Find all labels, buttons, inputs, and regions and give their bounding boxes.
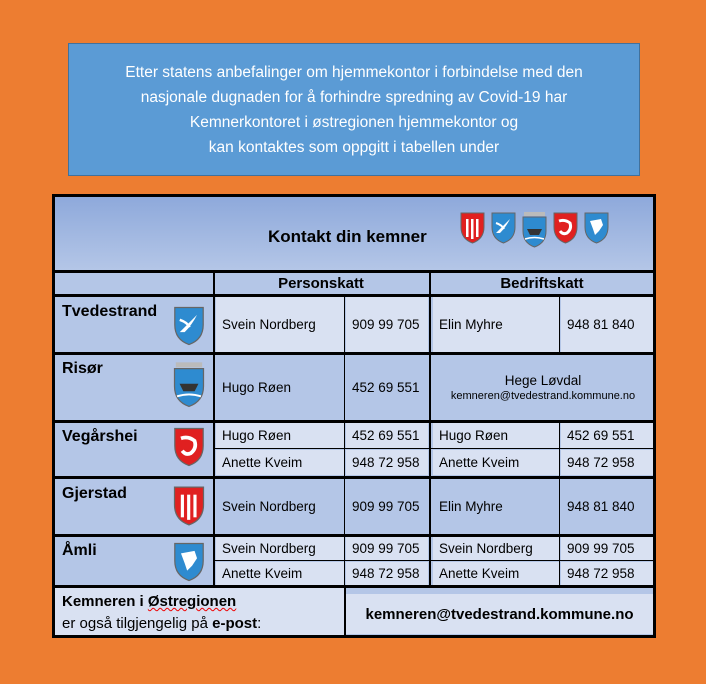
contact-name: Elin Myhre <box>439 499 503 514</box>
table-cell <box>216 537 344 560</box>
contact-phone: 909 99 705 <box>352 541 420 556</box>
divider <box>214 448 653 449</box>
contact-name: Anette Kveim <box>439 455 520 470</box>
column-header-business: Bedriftskatt <box>431 272 653 294</box>
divider <box>213 270 215 588</box>
table-cell <box>346 297 428 352</box>
contact-name: Hege Løvdal <box>504 373 582 388</box>
table-cell <box>561 537 653 560</box>
footer-prefix: Kemneren i <box>62 593 148 610</box>
vegarshei-shield-icon <box>552 211 579 245</box>
contact-phone: 948 72 958 <box>352 566 420 581</box>
contact-name: Svein Nordberg <box>222 499 316 514</box>
footer-region: Østregionen <box>147 593 237 610</box>
footer-email[interactable]: kemneren@tvedestrand.kommune.no <box>346 594 653 634</box>
table-cell <box>561 562 653 585</box>
risor-shield-icon <box>172 357 206 413</box>
table-cell <box>346 537 428 560</box>
tvedestrand-shield-icon <box>490 211 517 245</box>
municipality-gjerstad: Gjerstad <box>62 485 127 502</box>
amli-shield-icon <box>172 541 206 583</box>
divider <box>214 560 653 561</box>
divider <box>55 420 653 423</box>
gjerstad-shield-icon <box>459 211 486 245</box>
info-banner <box>68 43 640 176</box>
divider <box>344 294 345 585</box>
gjerstad-shield-icon <box>172 484 206 528</box>
table-cell <box>346 450 428 475</box>
divider <box>55 585 653 588</box>
banner-line: nasjonale dugnaden for å forhindre spredning av Covid-19 har <box>140 88 568 106</box>
municipality-tvedestrand: Tvedestrand <box>62 303 158 320</box>
contact-phone: 948 72 958 <box>567 455 635 470</box>
footer-line2-prefix: er også tilgjengelig på <box>62 615 213 632</box>
footer-line2 <box>62 615 261 632</box>
shield-row <box>459 211 610 249</box>
divider <box>344 585 346 638</box>
contact-phone: 452 69 551 <box>352 428 420 443</box>
contact-name: Svein Nordberg <box>222 317 316 332</box>
divider <box>559 294 560 352</box>
contact-phone: 948 72 958 <box>352 455 420 470</box>
divider <box>55 294 653 297</box>
contact-phone: 909 99 705 <box>567 541 635 556</box>
contact-name: Anette Kveim <box>439 566 520 581</box>
contact-name: Anette Kveim <box>222 566 303 581</box>
table-cell <box>561 479 653 534</box>
column-header-personal: Personskatt <box>214 272 428 294</box>
divider <box>55 476 653 479</box>
contact-phone: 452 69 551 <box>352 380 420 395</box>
contact-name: Hugo Røen <box>222 428 292 443</box>
contact-name: Svein Nordberg <box>222 541 316 556</box>
table-cell <box>346 479 428 534</box>
table-cell <box>346 355 428 420</box>
footer-line2-suffix: : <box>257 615 262 632</box>
table-cell <box>216 297 344 352</box>
vegarshei-shield-icon <box>172 426 206 468</box>
table-cell <box>433 423 559 448</box>
banner-line: Kemnerkontoret i østregionen hjemmekontor og <box>189 113 519 131</box>
amli-shield-icon <box>583 211 610 245</box>
table-cell <box>216 562 344 585</box>
contact-phone: 909 99 705 <box>352 499 420 514</box>
table-cell <box>433 450 559 475</box>
banner-line: Etter statens anbefalinger om hjemmekontor i forbindelse med den <box>125 63 583 81</box>
table-cell <box>216 423 344 448</box>
table-header <box>55 197 653 270</box>
divider <box>429 270 431 588</box>
table-cell <box>433 355 653 420</box>
contact-phone: 909 99 705 <box>352 317 420 332</box>
risor-shield-icon <box>521 211 548 249</box>
divider <box>55 534 653 537</box>
tvedestrand-shield-icon <box>172 305 206 347</box>
contact-name: Anette Kveim <box>222 455 303 470</box>
table-cell <box>433 479 559 534</box>
municipality-risor: Risør <box>62 360 103 377</box>
table-cell <box>433 537 559 560</box>
table-title: Kontakt din kemner <box>268 227 427 246</box>
contact-name: Hugo Røen <box>439 428 509 443</box>
table-cell <box>216 479 344 534</box>
contact-phone: 948 72 958 <box>567 566 635 581</box>
divider <box>55 352 653 355</box>
municipality-vegarshei: Vegårshei <box>62 428 138 445</box>
contact-name: Svein Nordberg <box>439 541 533 556</box>
table-cell <box>346 423 428 448</box>
table-cell <box>346 562 428 585</box>
contact-phone: 948 81 840 <box>567 317 635 332</box>
contact-name: Elin Myhre <box>439 317 503 332</box>
footer-line1 <box>62 593 236 610</box>
banner-line: kan kontaktes som oppgitt i tabellen under <box>208 138 500 156</box>
table-cell <box>216 450 344 475</box>
table-cell <box>433 297 559 352</box>
divider <box>55 270 653 273</box>
contact-phone: 948 81 840 <box>567 499 635 514</box>
footer-line2-bold: e-post <box>212 615 258 632</box>
table-cell <box>561 297 653 352</box>
table-cell <box>561 450 653 475</box>
contact-table <box>52 194 656 638</box>
table-cell <box>216 355 344 420</box>
table-cell <box>561 423 653 448</box>
contact-name: Hugo Røen <box>222 380 292 395</box>
table-cell <box>433 562 559 585</box>
contact-email: kemneren@tvedestrand.kommune.no <box>450 390 636 402</box>
municipality-amli: Åmli <box>62 542 97 559</box>
contact-phone: 452 69 551 <box>567 428 635 443</box>
